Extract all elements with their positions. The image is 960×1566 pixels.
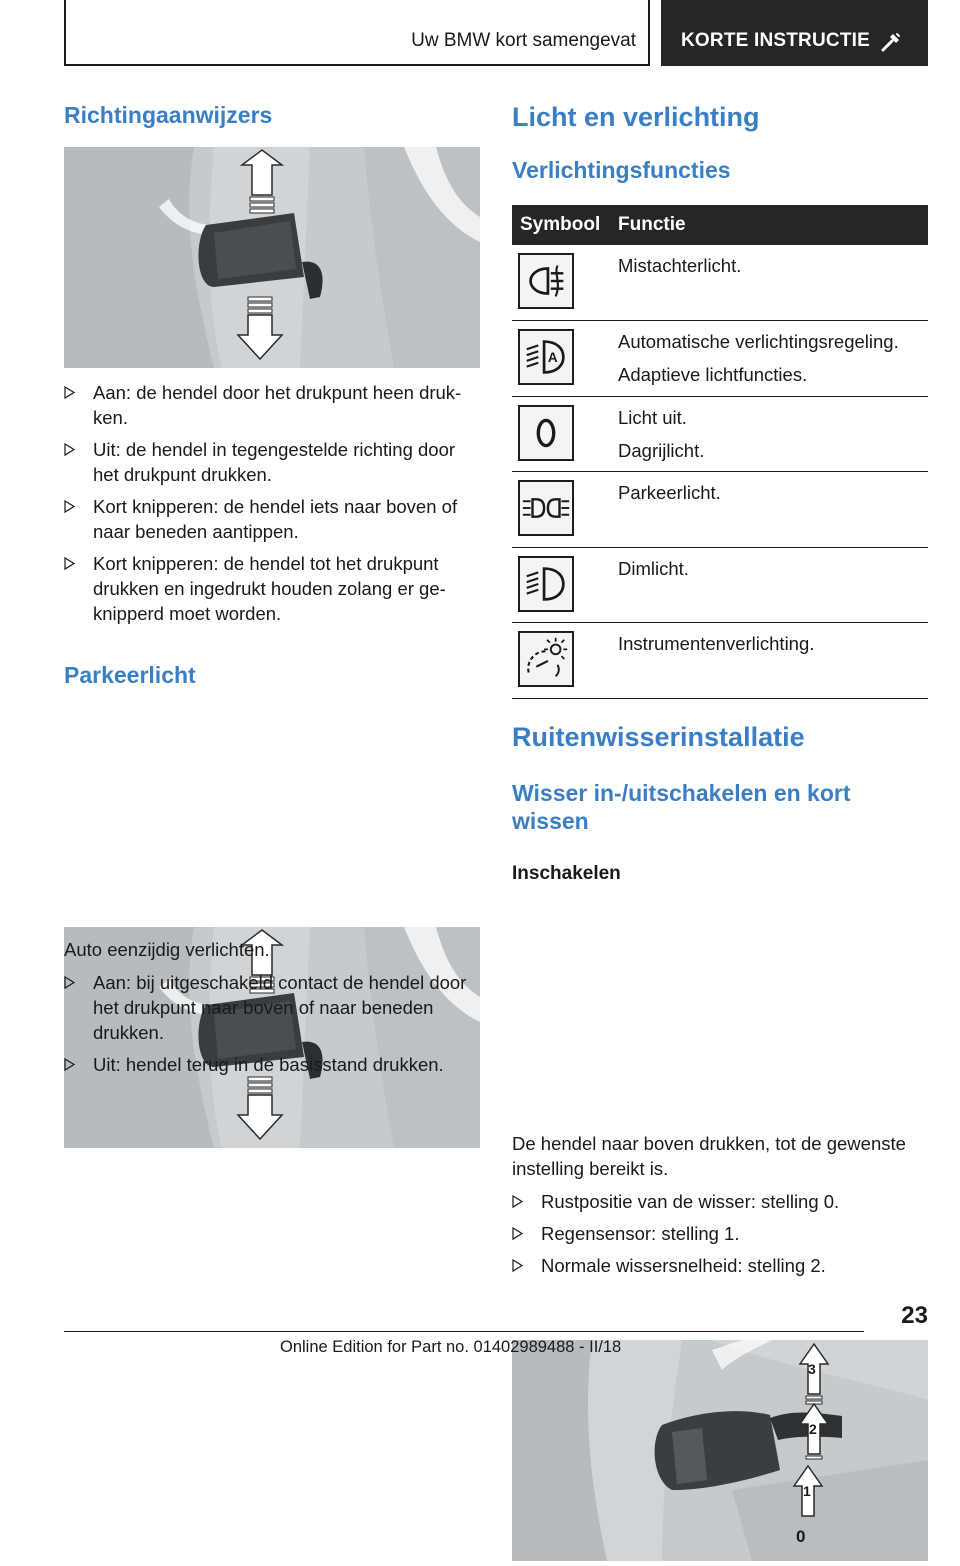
instrument-lighting-icon: [518, 631, 574, 687]
function-text: Parkeerlicht.: [618, 482, 721, 504]
table-header-row: [512, 205, 928, 245]
wiper-position-label: 1: [803, 1483, 811, 1499]
page-number: 23: [901, 1302, 928, 1329]
list-item: Normale wissersnelheid: stelling 2.: [512, 1253, 928, 1278]
parking-light-heading: Parkeerlicht: [64, 662, 196, 688]
parking-light-icon: [518, 480, 574, 536]
wiper-position-label: 2: [809, 1421, 817, 1437]
parking-light-intro: Auto eenzijdig verlichten.: [64, 939, 270, 960]
page-header: [64, 0, 928, 66]
list-item: Aan: bij uitgeschakeld contact de hendel door het drukpunt naar boven of naar beneden drukken.: [64, 970, 480, 1045]
bullet-triangle-icon: [64, 557, 75, 570]
svg-text:A: A: [547, 349, 558, 365]
bullet-triangle-icon: [64, 500, 75, 513]
function-text: Licht uit.: [618, 406, 687, 428]
parking-light-list: [64, 970, 480, 1077]
lights-heading: Licht en verlichting: [512, 102, 760, 132]
wrench-icon: [880, 31, 902, 53]
bullet-triangle-icon: [64, 1058, 75, 1071]
chapter-tab: [661, 0, 928, 66]
bullet-triangle-icon: [512, 1259, 523, 1272]
wiper-positions-list: [512, 1189, 928, 1278]
function-text: Adaptieve lichtfuncties.: [618, 364, 808, 386]
rear-fog-light-icon: [518, 253, 574, 309]
light-off-icon: [518, 405, 574, 461]
table-row: [512, 396, 928, 472]
turn-signal-lever-photo: [64, 147, 480, 368]
list-item: Uit: de hendel in tegengestelde richting door het drukpunt drukken.: [64, 437, 480, 487]
table-row: [512, 245, 928, 321]
wiper-position-label: 0: [796, 1527, 806, 1546]
chapter-tab-label: KORTE INSTRUCTIE: [681, 30, 870, 51]
switch-on-heading: Inschakelen: [512, 863, 621, 884]
list-item: Aan: de hendel door het drukpunt heen druk-ken.: [64, 380, 480, 430]
table-row: [512, 472, 928, 548]
function-text: Instrumentenverlichting.: [618, 633, 815, 655]
col-symbol-header: Symbool: [512, 205, 616, 245]
function-text: Dimlicht.: [618, 557, 689, 579]
bullet-triangle-icon: [64, 976, 75, 989]
wiper-lever-photo: [512, 1340, 928, 1561]
auto-headlight-icon: [518, 329, 574, 385]
turn-signal-list: [64, 380, 480, 626]
function-text: Dagrijlicht.: [618, 439, 705, 461]
table-row: [512, 547, 928, 623]
low-beam-icon: [518, 556, 574, 612]
table-row: [512, 321, 928, 397]
list-item: Uit: hendel terug in de basisstand drukken.: [64, 1052, 480, 1077]
footer-divider: [64, 1331, 864, 1332]
section-title-box: [64, 0, 650, 66]
bullet-triangle-icon: [64, 443, 75, 456]
wiper-position-label: 3: [808, 1361, 816, 1377]
bullet-triangle-icon: [512, 1195, 523, 1208]
col-function-header: Functie: [616, 205, 928, 245]
lighting-functions-heading: Verlichtingsfuncties: [512, 157, 731, 183]
table-row: [512, 623, 928, 699]
bullet-triangle-icon: [64, 386, 75, 399]
function-text: Mistachterlicht.: [618, 255, 742, 276]
edition-note: Online Edition for Part no. 01402989488 - II/18: [280, 1338, 622, 1356]
list-item: Kort knipperen: de hendel iets naar boven of naar beneden aantippen.: [64, 494, 480, 544]
wipers-intro: De hendel naar boven drukken, tot de gewenste instelling bereikt is.: [512, 1133, 906, 1179]
bullet-triangle-icon: [512, 1227, 523, 1240]
wiper-switch-heading: Wisser in-/uitschakelen en kort wissen: [512, 780, 851, 834]
list-item: Rustpositie van de wisser: stelling 0.: [512, 1189, 928, 1214]
wipers-heading: Ruitenwisserinstallatie: [512, 722, 805, 752]
list-item: Kort knipperen: de hendel tot het drukpunt drukken en ingedrukt houden zolang er ge-knipperd moet worden.: [64, 551, 480, 626]
section-title: Uw BMW kort samengevat: [411, 30, 636, 51]
lighting-functions-table: [512, 205, 928, 699]
turn-signals-heading: Richtingaanwijzers: [64, 102, 273, 128]
function-text: Automatische verlichtingsregeling.: [618, 331, 899, 353]
list-item: Regensensor: stelling 1.: [512, 1221, 928, 1246]
